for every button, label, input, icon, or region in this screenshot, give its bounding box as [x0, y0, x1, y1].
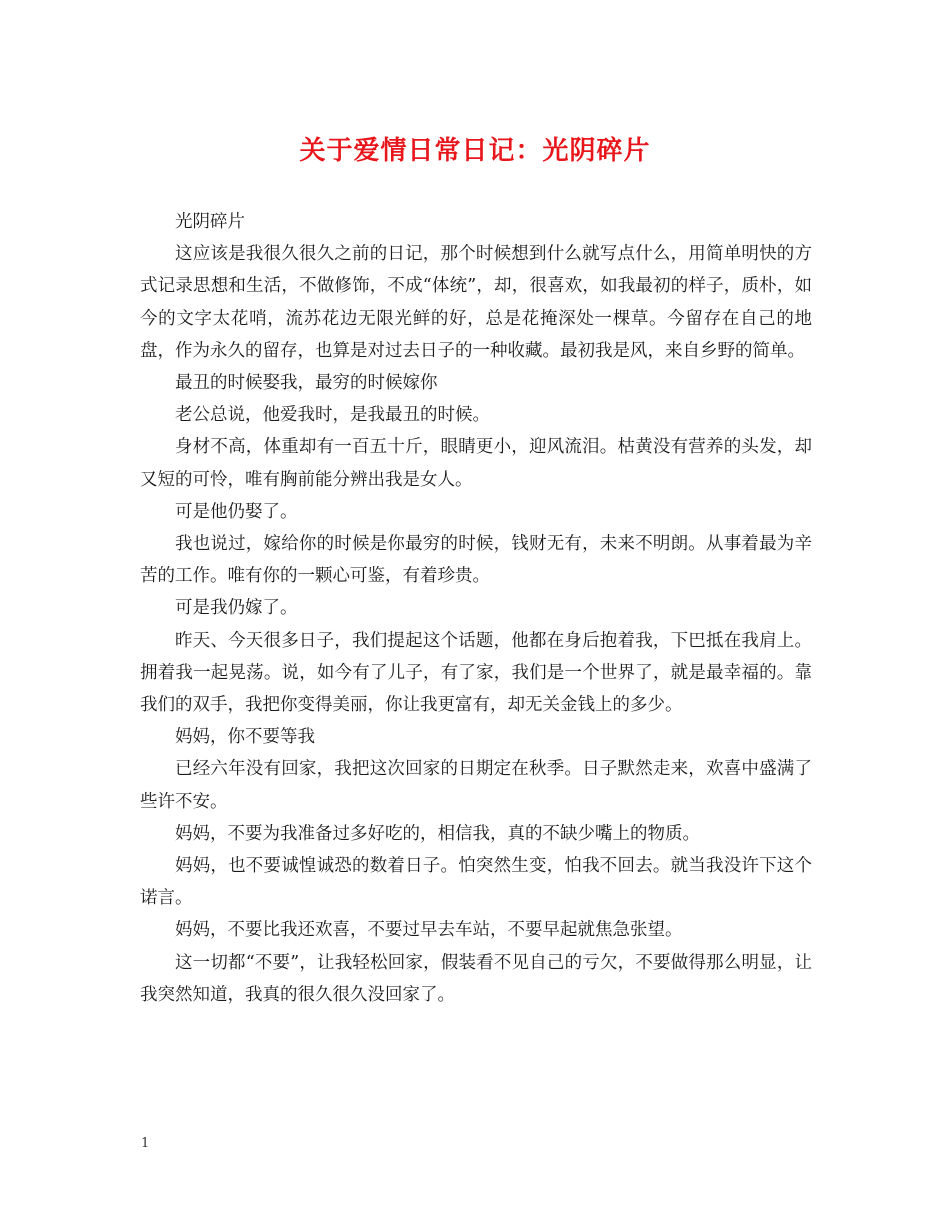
- paragraph: 最丑的时候娶我，最穷的时候嫁你: [175, 373, 438, 394]
- paragraph: 这一切都“不要”，让我轻松回家，假装看不见自己的亏欠，不要做得那么明显，让我突然知道，我真的很久很久没回家了。: [140, 952, 812, 1005]
- document-title: 关于爱情日常日记：光阴碎片: [299, 136, 651, 166]
- paragraph: 妈妈，你不要等我: [175, 727, 315, 748]
- paragraph: 老公总说，他爱我时，是我最丑的时候。: [175, 405, 490, 426]
- paragraph: 这应该是我很久很久之前的日记，那个时候想到什么就写点什么，用简单明快的方式记录思想和生活，不做修饰，不成“体统”，却，很喜欢，如我最初的样子，质朴，如今的文字太花哨，流苏花边无限光鲜的好，总是花掩深处一棵草。今留存在自己的地盘，作为永久的留存，也算是对过去日子的一种收藏。最初我是风，来自乡野的简单。: [140, 244, 812, 361]
- page-number: 1: [141, 1136, 150, 1151]
- paragraph: 可是他仍娶了。: [175, 501, 298, 522]
- paragraph: 我也说过，嫁给你的时候是你最穷的时候，钱财无有，未来不明朗。从事着最为辛苦的工作。唯有你的一颗心可鉴，有着珍贵。: [140, 534, 812, 587]
- paragraph: 身材不高，体重却有一百五十斤，眼睛更小，迎风流泪。枯黄没有营养的头发，却又短的可怜，唯有胸前能分辨出我是女人。: [140, 437, 812, 490]
- paragraph: 昨天、今天很多日子，我们提起这个话题，他都在身后抱着我，下巴抵在我肩上。拥着我一起晃荡。说，如今有了儿子，有了家，我们是一个世界了，就是最幸福的。靠我们的双手，我把你变得美丽，你让我更富有，却无关金钱上的多少。: [140, 630, 812, 716]
- document-body: [140, 206, 812, 1011]
- paragraph: 可是我仍嫁了。: [175, 598, 298, 619]
- paragraph: 光阴碎片: [175, 212, 245, 232]
- paragraph: 妈妈，不要为我准备过多好吃的，相信我，真的不缺少嘴上的物质。: [175, 823, 700, 844]
- paragraph: 已经六年没有回家，我把这次回家的日期定在秋季。日子默然走来，欢喜中盛满了些许不安。: [140, 759, 812, 812]
- paragraph: 妈妈，也不要诚惶诚恐的数着日子。怕突然生变，怕我不回去。就当我没许下这个诺言。: [140, 856, 812, 909]
- paragraph: 妈妈，不要比我还欢喜，不要过早去车站，不要早起就焦急张望。: [175, 920, 683, 941]
